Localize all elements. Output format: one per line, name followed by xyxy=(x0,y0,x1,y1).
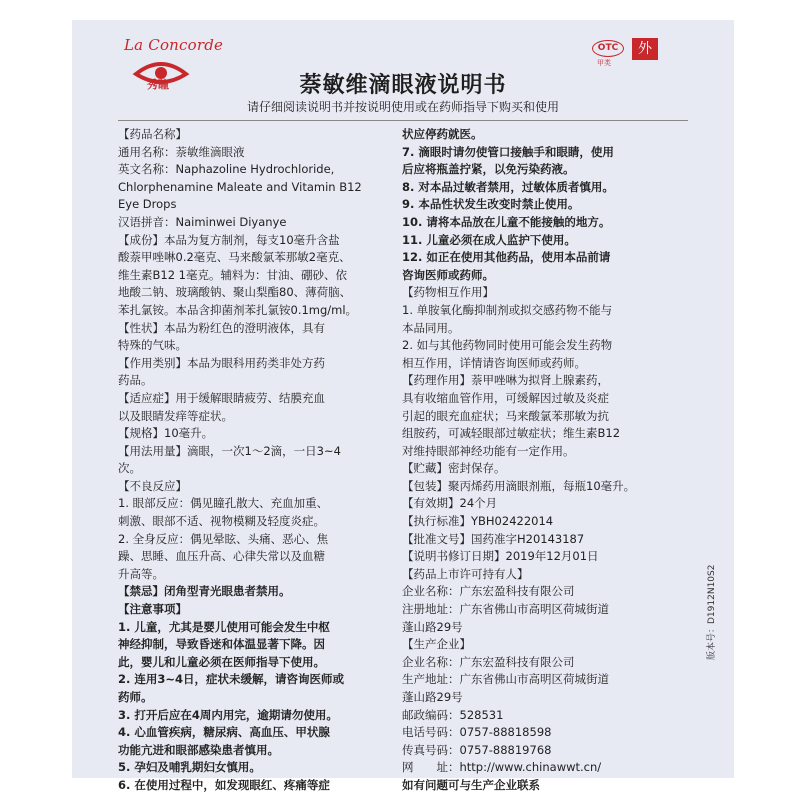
leaflet-sheet xyxy=(72,20,734,792)
text-line: 【作用类别】本品为眼科用药类非处方药 xyxy=(118,355,325,370)
text-line: 以及眼睛发痒等症状。 xyxy=(118,408,233,423)
text-line: 组胺药，可减轻眼部过敏症状；维生素B12 xyxy=(402,426,621,441)
text-line: 升高等。 xyxy=(118,566,164,581)
text-line: Eye Drops xyxy=(118,197,177,212)
text-line: 状应停药就医。 xyxy=(402,127,483,141)
text-line: 维生素B12 1毫克。辅料为：甘油、硼砂、依 xyxy=(118,267,347,282)
text-line: 传真号码：0757-88819768 xyxy=(402,742,552,757)
version-code: 版本号：D1912N10S2 xyxy=(707,564,717,660)
text-line: 5. 孕妇及哺乳期妇女慎用。 xyxy=(118,760,261,775)
text-line: 8. 对本品过敏者禁用，过敏体质者慎用。 xyxy=(402,179,614,194)
text-line: 【生产企业】 xyxy=(402,637,471,652)
text-line: 【性状】本品为粉红色的澄明液体，具有 xyxy=(118,320,325,335)
text-line: 【用法用量】滴眼，一次1～2滴，一日3~4 xyxy=(118,443,341,458)
text-line: 【药品上市许可持有人】 xyxy=(402,566,529,581)
text-line: 次。 xyxy=(118,461,141,476)
text-line: 企业名称：广东宏盈科技有限公司 xyxy=(402,584,575,599)
text-line: 【禁忌】闭角型青光眼患者禁用。 xyxy=(118,584,291,599)
brand-name: La Concorde xyxy=(124,36,224,54)
text-line: 引起的眼充血症状；马来酸氯苯那敏为抗 xyxy=(402,408,609,423)
text-line: 1. 单胺氧化酶抑制剂或拟交感药物不能与 xyxy=(402,302,613,317)
text-line: 【执行标准】YBH02422014 xyxy=(402,514,554,529)
text-line: 2. 如与其他药物同时使用可能会发生药物 xyxy=(402,338,613,353)
text-line: 【不良反应】 xyxy=(118,478,187,493)
text-line: 2. 连用3~4日，症状未缓解，请咨询医师或 xyxy=(118,672,345,687)
text-line: 【注意事项】 xyxy=(118,602,187,617)
text-line: 刺激、眼部不适、视物模糊及轻度炎症。 xyxy=(118,514,325,529)
text-line: 此，婴儿和儿童必须在医师指导下使用。 xyxy=(118,654,325,669)
text-line: 英文名称：Naphazoline Hydrochloride, xyxy=(118,162,335,177)
text-line: 【药理作用】萘甲唑啉为拟肾上腺素药， xyxy=(402,373,609,388)
text-line: 后应将瓶盖拧紧，以免污染药液。 xyxy=(402,162,575,177)
text-line: 神经抑制，导致昏迷和体温显著下降。因 xyxy=(118,637,325,652)
text-line: 药师。 xyxy=(118,690,153,704)
text-line: 【有效期】24个月 xyxy=(402,496,498,511)
text-line: 蓬山路29号 xyxy=(402,619,463,634)
text-line: 药品。 xyxy=(118,373,153,388)
text-line: 【适应症】用于缓解眼睛疲劳、结膜充血 xyxy=(118,390,325,405)
text-line: 邮政编码：528531 xyxy=(402,707,504,722)
text-line: 本品同用。 xyxy=(402,320,460,335)
otc-badge: OTC xyxy=(592,40,624,57)
text-line: 功能亢进和眼部感染患者慎用。 xyxy=(118,742,279,757)
text-line: 具有收缩血管作用，可缓解因过敏及炎症 xyxy=(402,390,609,405)
text-line: 3. 打开后应在4周内用完，逾期请勿使用。 xyxy=(118,707,338,722)
text-line: 【说明书修订日期】2019年12月01日 xyxy=(402,549,599,564)
text-line: 苯扎氯铵。本品含抑菌剂苯扎氯铵0.1mg/ml。 xyxy=(118,302,358,317)
text-line: 地酸二钠、玻璃酸钠、聚山梨酯80、薄荷脑、 xyxy=(118,285,352,300)
text-line: 【规格】10毫升。 xyxy=(118,426,214,441)
text-line: 10. 请将本品放在儿童不能接触的地方。 xyxy=(402,214,611,229)
left-column xyxy=(118,126,384,795)
right-column xyxy=(402,126,698,795)
page-subtitle: 请仔细阅读说明书并按说明使用或在药师指导下购买和使用 xyxy=(246,100,559,114)
text-line: 生产地址：广东省佛山市高明区荷城街道 xyxy=(402,672,609,687)
text-line: Chlorphenamine Maleate and Vitamin B12 xyxy=(118,179,362,194)
text-line: 9. 本品性状发生改变时禁止使用。 xyxy=(402,197,580,212)
text-line: 酸萘甲唑啉0.2毫克、马来酸氯苯那敏2毫克、 xyxy=(118,250,351,265)
text-line: 通用名称：萘敏维滴眼液 xyxy=(118,144,245,159)
text-line: 注册地址：广东省佛山市高明区荷城街道 xyxy=(402,602,609,617)
text-line: 【药品名称】 xyxy=(118,127,187,141)
text-line: 【批准文号】国药准字H20143187 xyxy=(402,531,585,546)
text-line: 汉语拼音：Naiminwei Diyanye xyxy=(118,214,287,229)
otc-class-label: 甲类 xyxy=(597,59,611,67)
header-divider xyxy=(118,120,688,121)
text-line: 电话号码：0757-88818598 xyxy=(402,725,552,740)
text-line: 网 址：http://www.chinawwt.cn/ xyxy=(402,760,602,775)
text-line: 躁、思睡、血压升高、心律失常以及血糖 xyxy=(118,549,325,564)
text-line: 蓬山路29号 xyxy=(402,690,463,704)
text-line: 【贮藏】密封保存。 xyxy=(402,461,506,476)
external-use-badge: 外 xyxy=(632,38,658,60)
brand-mark: 秀瞳 xyxy=(147,78,169,91)
text-line: 4. 心血管疾病，糖尿病、高血压、甲状腺 xyxy=(118,725,330,740)
text-line: 1. 眼部反应：偶见瞳孔散大、充血加重、 xyxy=(118,496,329,511)
text-line: 咨询医师或药师。 xyxy=(402,267,494,282)
text-line: 相互作用，详情请咨询医师或药师。 xyxy=(402,355,586,370)
text-line: 对维持眼部神经功能有一定作用。 xyxy=(402,443,575,458)
text-line: 2. 全身反应：偶见晕眩、头痛、恶心、焦 xyxy=(118,531,329,546)
text-line: 11. 儿童必须在成人监护下使用。 xyxy=(402,232,576,247)
text-line: 特殊的气味。 xyxy=(118,338,187,353)
text-line: 【成份】本品为复方制剂，每支10毫升含盐 xyxy=(118,232,340,247)
text-line: 【包装】聚丙烯药用滴眼剂瓶，每瓶10毫升。 xyxy=(402,478,636,493)
text-line: 企业名称：广东宏盈科技有限公司 xyxy=(402,654,575,669)
text-line: 如有问题可与生产企业联系 xyxy=(402,777,540,792)
text-line: 7. 滴眼时请勿使管口接触手和眼睛，使用 xyxy=(402,144,614,159)
page-title: 萘敏维滴眼液说明书 xyxy=(299,73,507,98)
text-line: 12. 如正在使用其他药品，使用本品前请 xyxy=(402,250,611,265)
text-line: 6. 在使用过程中，如发现眼红、疼痛等症 xyxy=(118,777,330,792)
text-line: 1. 儿童，尤其是婴儿使用可能会发生中枢 xyxy=(118,619,330,634)
text-line: 【药物相互作用】 xyxy=(402,285,494,300)
